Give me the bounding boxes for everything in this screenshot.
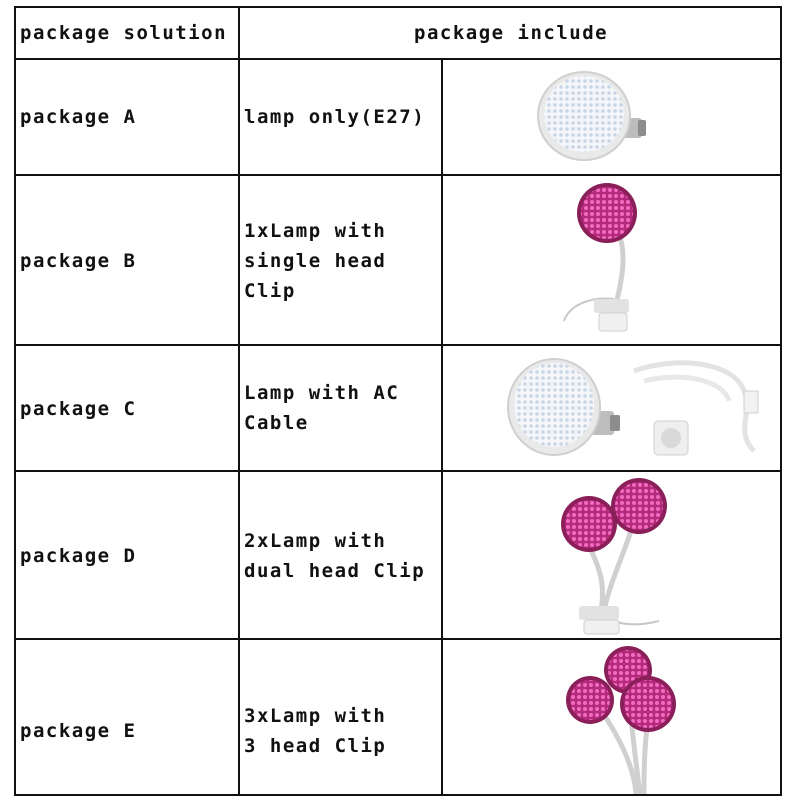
row-a-desc-line1: lamp only(E27)	[244, 106, 426, 128]
clip-lamp-single-icon	[559, 181, 669, 341]
row-a-name: package A	[20, 106, 137, 128]
column-divider-1	[238, 6, 240, 796]
row-e-name: package E	[20, 720, 137, 742]
lamp-with-cable-icon	[504, 351, 774, 466]
header-package-include: package include	[414, 22, 609, 44]
row-divider	[14, 470, 782, 472]
row-divider	[14, 174, 782, 176]
row-divider	[14, 58, 782, 60]
table-border-top	[14, 6, 782, 8]
row-divider	[14, 638, 782, 640]
clip-lamp-dual-icon	[559, 476, 679, 636]
row-c-name: package C	[20, 398, 137, 420]
row-c-desc-line2: Cable	[244, 412, 309, 434]
row-b-name: package B	[20, 250, 137, 272]
header-package-solution: package solution	[20, 22, 228, 44]
column-divider-2	[441, 58, 443, 796]
row-e-desc-line2: 3 head Clip	[244, 735, 387, 757]
single-lamp-bulb-icon	[534, 66, 654, 170]
table-border-left	[14, 6, 16, 796]
row-d-name: package D	[20, 545, 137, 567]
row-b-desc-line3: Clip	[244, 280, 296, 302]
table-border-bottom	[14, 794, 782, 796]
clip-lamp-triple-icon	[564, 646, 704, 794]
row-c-desc-line1: Lamp with AC	[244, 382, 400, 404]
row-divider	[14, 344, 782, 346]
package-table	[14, 6, 782, 796]
row-d-desc-line2: dual head Clip	[244, 560, 426, 582]
row-d-desc-line1: 2xLamp with	[244, 530, 387, 552]
table-border-right	[780, 6, 782, 796]
row-b-desc-line2: single head	[244, 250, 387, 272]
row-e-desc-line1: 3xLamp with	[244, 705, 387, 727]
row-b-desc-line1: 1xLamp with	[244, 220, 387, 242]
